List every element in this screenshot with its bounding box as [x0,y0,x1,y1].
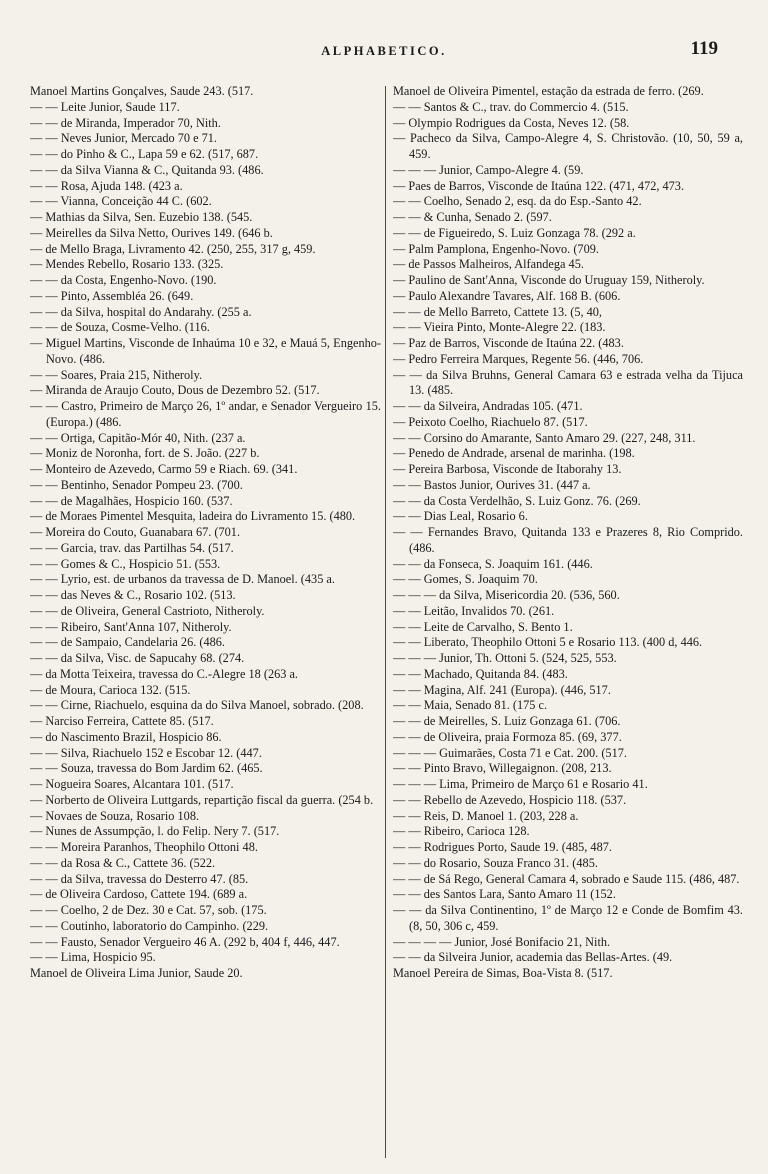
directory-entry: — — da Silva, Visc. de Sapucahy 68. (274. [30,651,245,665]
left-column [30,84,381,1159]
directory-entry: — — Santos & C., trav. do Commercio 4. (515. [393,99,629,114]
directory-entry: — — Fausto, Senador Vergueiro 46 A. (292 b, 404 f, 446, 447. [30,934,340,949]
directory-entry: — — da Rosa & C., Cattete 36. (522. [30,855,216,870]
directory-entry: — — & Cunha, Senado 2. (597. [393,210,552,224]
directory-entry: — — Pinto Bravo, Willegaignon. (208, 213. [393,761,612,776]
directory-entry: — Miranda de Araujo Couto, Dous de Dezembro 52. (517. [30,383,320,398]
directory-entry: — Penedo de Andrade, arsenal de marinha. (198. [393,446,635,461]
right-column [393,84,743,1159]
directory-entry: — — Lyrio, est. de urbanos da travessa de D. Manoel. (435 a. [30,572,335,587]
directory-entry: — — do Rosario, Souza Franco 31. (485. [393,855,598,870]
directory-entry: — Nunes de Assumpção, l. do Felip. Nery 7. (517. [30,824,280,839]
directory-entry: — — Soares, Praia 215, Nitheroly. [30,367,203,382]
directory-entry: — — de Meirelles, S. Luiz Gonzaga 61. (706. [393,714,621,728]
directory-entry: — — Reis, D. Manoel 1. (203, 228 a. [393,808,579,823]
directory-entry: — — Vieira Pinto, Monte-Alegre 22. (183. [393,320,606,335]
directory-entry: — Meirelles da Silva Netto, Ourives 149. (646 b. [30,225,273,240]
directory-entry: — — de Sá Rego, General Camara 4, sobrado e Saude 115. (486, 487. [393,871,740,886]
directory-entry: — — Vianna, Conceição 44 C. (602. [30,194,212,209]
directory-entry: — — de Oliveira, General Castrioto, Nitheroly. [30,603,265,618]
directory-entry: — Pereira Barbosa, Visconde de Itaborahy 13. [393,462,622,476]
directory-entry: — — Neves Junior, Mercado 70 e 71. [30,131,217,146]
directory-entry: — — Ribeiro, Carioca 128. [393,824,530,839]
directory-entry: — — Rosa, Ajuda 148. (423 a. [30,178,183,193]
directory-entry: — — Castro, Primeiro de Março 26, 1º andar, e Senador Vergueiro 15. (Europa.) (486. [30,399,381,429]
directory-entry: — — de Figueiredo, S. Luiz Gonzaga 78. (292 a. [393,225,636,240]
directory-entry: — — Rebello de Azevedo, Hospicio 118. (537. [393,792,627,807]
directory-entry: — de Passos Malheiros, Alfandega 45. [393,257,584,272]
directory-entry: — — das Neves & C., Rosario 102. (513. [30,588,236,602]
directory-entry: — — da Fonseca, S. Joaquim 161. (446. [393,556,593,571]
directory-entry: — — Machado, Quitanda 84. (483. [393,666,568,681]
directory-entry: — Miguel Martins, Visconde de Inhaúma 10 e 32, e Mauá 5, Engenho-Novo. (486. [30,336,381,366]
directory-entry: — de Oliveira Cardoso, Cattete 194. (689 a. [30,887,248,902]
directory-entry: — — da Silva, hospital do Andarahy. (255 a. [30,304,252,319]
directory-entry: — — Corsino do Amarante, Santo Amaro 29. (227, 248, 311. [393,430,696,445]
directory-entry: — Paulo Alexandre Tavares, Alf. 168 B. (606. [393,288,621,303]
directory-entry: — Moreira do Couto, Guanabara 67. (701. [30,525,241,539]
directory-entry: Manoel de Oliveira Lima Junior, Saude 20. [30,966,243,980]
directory-entry: — Mendes Rebello, Rosario 133. (325. [30,257,224,272]
directory-entry: — — Ortiga, Capitão-Mór 40, Nith. (237 a. [30,430,246,445]
directory-entry: — — Bentinho, Senador Pompeu 23. (700. [30,477,243,492]
directory-entry: — — — Guimarães, Costa 71 e Cat. 200. (517. [393,745,627,760]
directory-entry: — Paulino de Sant'Anna, Visconde do Uruguay 159, Nitheroly. [393,273,705,287]
directory-entry: — Pedro Ferreira Marques, Regente 56. (446, 706. [393,351,644,366]
directory-entry: — — Ribeiro, Sant'Anna 107, Nitheroly. [30,619,232,634]
directory-entry: — — da Silva Continentino, 1º de Março 12 e Conde de Bomfim 43. (8, 50, 306 c, 459. [393,903,743,933]
directory-entry: — de Moura, Carioca 132. (515. [30,682,191,697]
directory-entry: — — Coelho, Senado 2, esq. da do Esp.-Santo 42. [393,194,642,209]
directory-entry: — — Moreira Paranhos, Theophilo Ottoni 48. [30,840,258,854]
directory-entry: — de Moraes Pimentel Mesquita, ladeira do Livramento 15. (480. [30,509,356,524]
page-header [0,38,768,68]
directory-entry: — Norberto de Oliveira Luttgards, repartição fiscal da guerra. (254 b. [30,792,374,807]
directory-entry: — — da Silveira Junior, academia das Bellas-Artes. (49. [393,950,673,965]
directory-entry: — — — da Silva, Misericordia 20. (536, 560. [393,588,620,602]
directory-entry: — — da Silva, travessa do Desterro 47. (85. [30,871,249,886]
directory-entry: — — Fernandes Bravo, Quitanda 133 e Prazeres 8, Rio Comprido. (486. [393,525,743,555]
directory-entry: — — Lima, Hospicio 95. [30,950,156,965]
directory-entry: — Paz de Barros, Visconde de Itaúna 22. (483. [393,336,624,350]
directory-entry: — — Pinto, Assembléa 26. (649. [30,288,194,303]
directory-entry: — — Coutinho, laboratorio do Campinho. (229. [30,918,269,933]
directory-entry: — Narciso Ferreira, Cattete 85. (517. [30,714,214,728]
directory-entry: — — Souza, travessa do Bom Jardim 62. (465. [30,761,263,776]
directory-entry: — — da Silva Vianna & C., Quitanda 93. (486. [30,162,264,177]
directory-entry: — — Gomes, S. Joaquim 70. [393,572,538,587]
directory-entry: — Peixoto Coelho, Riachuelo 87. (517. [393,414,588,429]
directory-entry: — — da Silveira, Andradas 105. (471. [393,399,583,413]
column-divider [385,86,386,1158]
page-number: 119 [690,38,718,59]
directory-entry: — Monteiro de Azevedo, Carmo 59 e Riach. 69. (341. [30,462,298,476]
directory-entry: — Paes de Barros, Visconde de Itaúna 122. (471, 472, 473. [393,178,685,193]
directory-entry: — — de Magalhães, Hospicio 160. (537. [30,493,233,508]
directory-entry: — — — Junior, Campo-Alegre 4. (59. [393,162,584,177]
directory-entry: Manoel Pereira de Simas, Boa-Vista 8. (517. [393,966,613,980]
directory-entry: — — Maia, Senado 81. (175 c. [393,698,548,713]
directory-entry: — — de Oliveira, praia Formoza 85. (69, 377. [393,729,622,744]
directory-entry: — Novaes de Souza, Rosario 108. [30,808,200,823]
directory-entry: — — do Pinho & C., Lapa 59 e 62. (517, 687. [30,147,259,161]
directory-entry: — — Silva, Riachuelo 152 e Escobar 12. (447. [30,745,262,760]
directory-entry: — — — Junior, Th. Ottoni 5. (524, 525, 553. [393,651,617,665]
directory-entry: — — — — Junior, José Bonifacio 21, Nith. [393,934,611,949]
directory-entry: — — de Mello Barreto, Cattete 13. (5, 40, [393,304,602,319]
directory-entry: — — de Souza, Cosme-Velho. (116. [30,320,210,335]
directory-entry: — — Gomes & C., Hospicio 51. (553. [30,556,221,571]
directory-entry: — do Nascimento Brazil, Hospicio 86. [30,729,222,744]
directory-entry: — — Leite de Carvalho, S. Bento 1. [393,619,573,634]
directory-entry: — — da Silva Bruhns, General Camara 63 e estrada velha da Tijuca 13. (485. [393,367,743,398]
directory-entry: Manoel Martins Gonçalves, Saude 243. (517. [30,84,254,98]
directory-entry: — — de Miranda, Imperador 70, Nith. [30,115,221,130]
directory-entry: — — Leite Junior, Saude 117. [30,99,180,114]
directory-entry: — Olympio Rodrigues da Costa, Neves 12. (58. [393,115,630,130]
directory-entry: — de Mello Braga, Livramento 42. (250, 255, 317 g, 459. [30,241,316,256]
directory-entry: — Pacheco da Silva, Campo-Alegre 4, S. Christovão. (10, 50, 59 a, 459. [393,131,743,161]
directory-entry: Manoel de Oliveira Pimentel, estação da estrada de ferro. (269. [393,84,704,98]
directory-entry: — — Magina, Alf. 241 (Europa). (446, 517. [393,682,611,697]
directory-entry: — — Liberato, Theophilo Ottoni 5 e Rosario 113. (400 d, 446. [393,635,703,650]
directory-entry: — — Rodrigues Porto, Saude 19. (485, 487. [393,840,612,854]
directory-entry: — — Coelho, 2 de Dez. 30 e Cat. 57, sob. (175. [30,903,267,917]
directory-entry: — — — Lima, Primeiro de Março 61 e Rosario 41. [393,777,648,791]
directory-entry: — — da Costa, Engenho-Novo. (190. [30,273,217,287]
directory-entry: — — Dias Leal, Rosario 6. [393,509,528,524]
running-title: ALPHABETICO. [321,44,447,58]
directory-entry: — Moniz de Noronha, fort. de S. João. (227 b. [30,446,260,461]
directory-entry: — — Garcia, trav. das Partilhas 54. (517. [30,540,234,555]
directory-entry: — Mathias da Silva, Sen. Euzebio 138. (545. [30,210,253,224]
directory-entry: — da Motta Teixeira, travessa do C.-Alegre 18 (263 a. [30,666,298,681]
directory-entry: — — Cirne, Riachuelo, esquina da do Silva Manoel, sobrado. (208. [30,698,364,713]
directory-entry: — — Bastos Junior, Ourives 31. (447 a. [393,477,591,492]
directory-entry: — — da Costa Verdelhão, S. Luiz Gonz. 76. (269. [393,493,641,508]
directory-entry: — Palm Pamplona, Engenho-Novo. (709. [393,241,599,256]
directory-entry: — Nogueira Soares, Alcantara 101. (517. [30,777,234,791]
directory-entry: — — des Santos Lara, Santo Amaro 11 (152. [393,887,616,902]
directory-entry: — — Leitão, Invalidos 70. (261. [393,603,555,618]
directory-entry: — — de Sampaio, Candelaria 26. (486. [30,635,225,650]
